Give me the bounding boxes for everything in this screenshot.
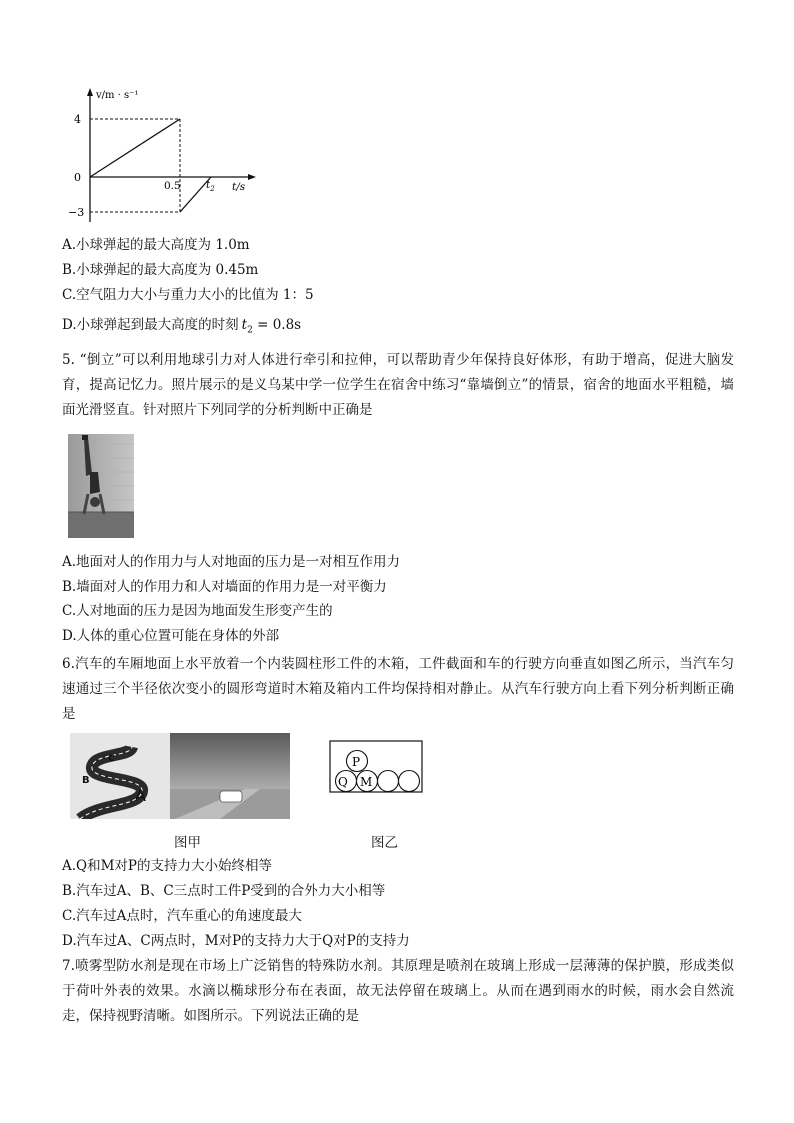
q6-option-b: B.汽车过A、B、C三点时工件P受到的合外力大小相等 xyxy=(62,883,386,899)
q6-option-d: D.汽车过A、C两点时，M对P的支持力大于Q对P的支持力 xyxy=(62,933,410,949)
yi-label-p: P xyxy=(352,755,361,769)
jia-label-c: C xyxy=(108,754,115,764)
caption-yi: 图乙 xyxy=(371,835,398,851)
handstand-photo xyxy=(68,434,134,538)
jia-label-a: A xyxy=(135,786,146,805)
q6-stem: 6.汽车的车厢地面上水平放着一个内装圆柱形工件的木箱，工件截面和车的行驶方向垂直如图乙所示，当汽车匀速通过三个半径依次变小的圆形弯道时木箱及箱内工件均保持相对静止。从汽车行驶方向上看下列分析判断正确是 xyxy=(62,656,734,722)
q4-option-d: D.小球弹起到最大高度的时刻 $t_2 = 0.8s$ xyxy=(62,317,302,336)
q4-option-a: A.小球弹起的最大高度为 1.0m xyxy=(62,237,250,253)
q5-stem: 5. “倒立”可以利用地球引力对人体进行牵引和拉伸，可以帮助青少年保持良好体形，有助于增高，促进大脑发育，提高记忆力。照片展示的是义乌某中学一位学生在宿舍中练习“靠墙倒立”的情景，宿舍的地面水平粗糙，墙面光滑竖直。针对照片下列同学的分析判断中正确是 xyxy=(62,352,734,418)
x-axis-arrow xyxy=(248,174,256,180)
x-tick-05: 0.5 xyxy=(164,180,181,192)
fall-segment xyxy=(90,119,180,177)
yi-label-q: Q xyxy=(338,775,348,789)
y-tick-4: 4 xyxy=(74,113,81,126)
q4-option-b: B.小球弹起的最大高度为 0.45m xyxy=(62,262,259,278)
y-tick-0: 0 xyxy=(74,171,81,184)
y-tick-neg3: −3 xyxy=(68,206,85,219)
q5-option-b: B.墙面对人的作用力和人对墙面的作用力是一对平衡力 xyxy=(62,579,387,595)
q5-option-c: C.人对地面的压力是因为地面发生形变产生的 xyxy=(62,603,333,619)
q6-option-c: C.汽车过A点时，汽车重心的角速度最大 xyxy=(62,908,302,924)
q7-stem: 7.喷雾型防水剂是现在市场上广泛销售的特殊防水剂。其原理是喷剂在玻璃上形成一层薄薄的保护膜，形成类似于荷叶外表的效果。水滴以椭球形分布在表面，故无法停留在玻璃上。从而在遇到雨水的时候，雨水会自然流走，保持视野清晰。如图所示。下列说法正确的是 xyxy=(62,958,734,1024)
x-axis-label: t/s xyxy=(232,181,246,193)
caption-jia: 图甲 xyxy=(174,835,201,851)
cylinder-5 xyxy=(399,771,420,792)
q5-option-a: A.地面对人的作用力与人对地面的压力是一对相互作用力 xyxy=(62,554,401,570)
figure-jia-road-photo xyxy=(70,733,290,819)
q6-option-a: A.Q和M对P的支持力大小始终相等 xyxy=(62,858,273,874)
y-axis-arrow xyxy=(87,88,93,96)
q4-option-c: C.空气阻力大小与重力大小的比值为 1：5 xyxy=(62,287,314,303)
y-axis-label: v/m · s⁻¹ xyxy=(96,90,139,101)
figure-yi-box-diagram xyxy=(328,739,426,795)
cylinder-4 xyxy=(378,771,399,792)
x-tick-t2: $t_2$ xyxy=(206,179,215,193)
velocity-time-graph xyxy=(60,86,260,231)
q5-option-d: D.人体的重心位置可能在身体的外部 xyxy=(62,628,280,644)
yi-label-m: M xyxy=(360,775,373,789)
jia-label-b: B xyxy=(82,775,90,786)
